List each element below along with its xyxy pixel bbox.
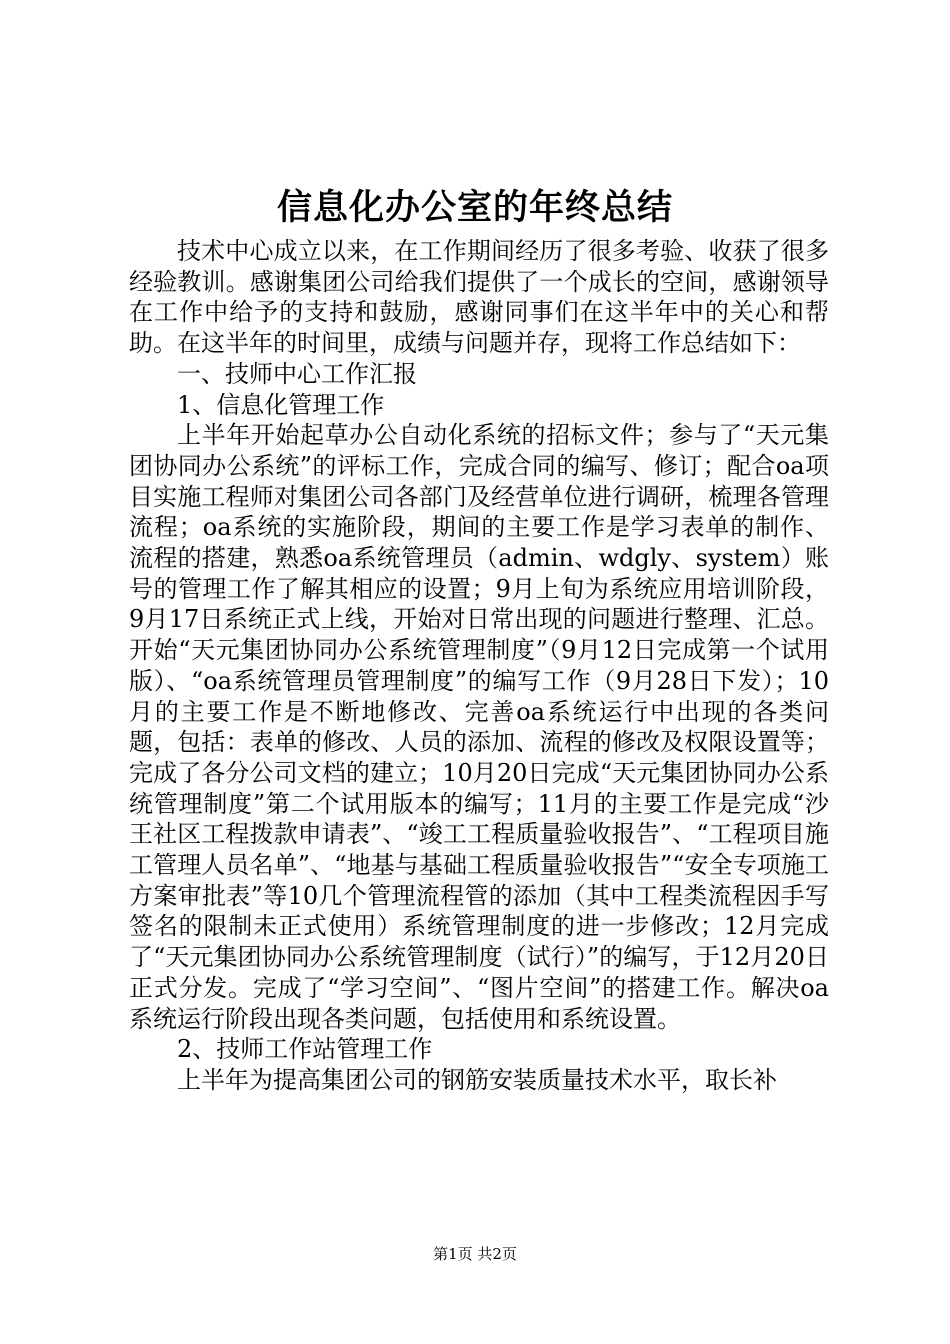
subsection-1-paragraph: 上半年开始起草办公自动化系统的招标文件；参与了“天元集团协同办公系统”的评标工作，完成合同的编写、修订；配合oa项目实施工程师对集团公司各部门及经营单位进行调研，梳理各管理流程；oa系统的实施阶段，期间的主要工作是学习表单的制作、流程的搭建，熟悉oa系统管理员（admin、wdgly、system）账号的管理工作了解其相应的设置；9月上旬为系统应用培训阶段，9月17日系统正式上线，开始对日常出现的问题进行整理、汇总。开始“天元集团协同办公系统管理制度”（9月12日完成第一个试用版）、“oa系统管理员管理制度”的编写工作（9月28日下发）；10月的主要工作是不断地修改、完善oa系统运行中出现的各类问题，包括：表单的修改、人员的添加、流程的修改及权限设置等；完成了各分公司文档的建立；10月20日完成“天元集团协同办公系统管理制度”第二个试用版本的编写；11月的主要工作是完成“沙王社区工程拨款申请表”、“竣工工程质量验收报告”、“工程项目施工管理人员名单”、“地基与基础工程质量验收报告”“安全专项施工方案审批表”等10几个管理流程管的添加（其中工程类流程因手写签名的限制未正式使用）系统管理制度的进一步修改；12月完成了“天元集团协同办公系统管理制度（试行）”的编写，于12月20日正式分发。完成了“学习空间”、“图片空间”的搭建工作。解决oa系统运行阶段出现各类问题，包括使用和系统设置。 [129,421,829,1033]
subsection-heading-2: 2、技师工作站管理工作 [177,1035,433,1064]
page-footer: 第1页 共2页 [433,1245,517,1263]
subsection-2-paragraph: 上半年为提高集团公司的钢筋安装质量技术水平，取长补 [177,1065,777,1094]
section-heading-1: 一、技师中心工作汇报 [177,359,417,388]
document-body [129,236,829,1096]
intro-paragraph: 技术中心成立以来，在工作期间经历了很多考验、收获了很多经验教训。感谢集团公司给我们提供了一个成长的空间，感谢领导在工作中给予的支持和鼓励，感谢同事们在这半年中的关心和帮助。在这半年的时间里，成绩与问题并存，现将工作总结如下： [129,237,829,358]
subsection-heading-1: 1、信息化管理工作 [177,390,385,419]
document-title: 信息化办公室的年终总结 [276,187,673,228]
